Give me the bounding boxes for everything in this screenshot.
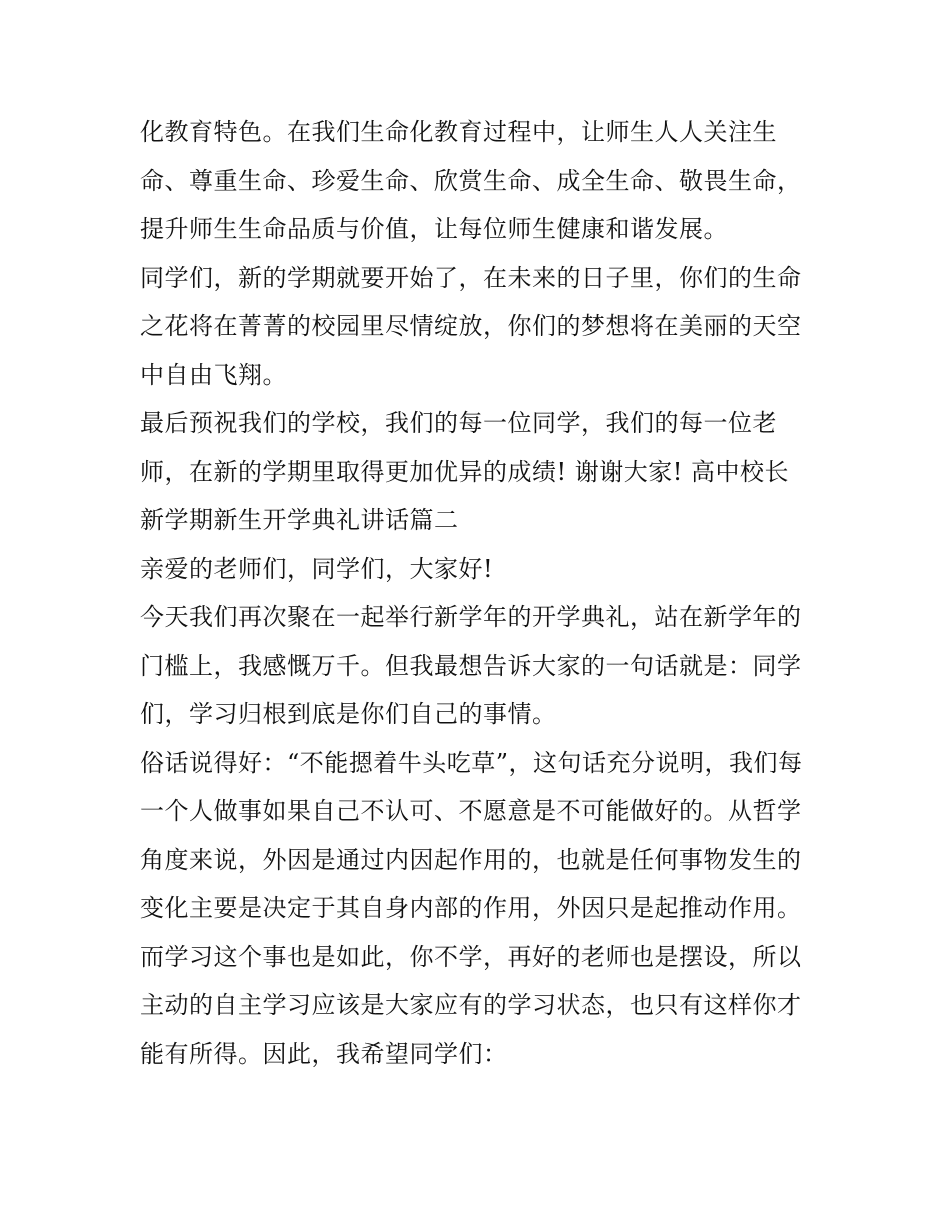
text-line: 中自由飞翔。 <box>140 360 287 389</box>
text-line: 而学习这个事也是如此，你不学，再好的老师也是摆设，所以 <box>140 942 802 971</box>
text-line: 能有所得。因此，我希望同学们： <box>140 1039 508 1068</box>
text-line: 命、尊重生命、珍爱生命、欣赏生命、成全生命、敬畏生命， <box>140 166 802 195</box>
text-line: 角度来说，外因是通过内因起作用的，也就是任何事物发生的 <box>140 845 802 874</box>
text-line: 门槛上，我感慨万千。但我最想告诉大家的一句话就是：同学 <box>140 651 802 680</box>
text-line: 师，在新的学期里取得更加优异的成绩! 谢谢大家! 高中校长 <box>140 457 790 486</box>
text-line: 同学们，新的学期就要开始了，在未来的日子里，你们的生命 <box>140 263 802 292</box>
text-line: 们，学习归根到底是你们自己的事情。 <box>140 700 557 728</box>
text-line: 今天我们再次聚在一起举行新学年的开学典礼，站在新学年的 <box>140 603 802 631</box>
text-line: 化教育特色。在我们生命化教育过程中，让师生人人关注生 <box>140 118 777 146</box>
text-line: 最后预祝我们的学校，我们的每一位同学，我们的每一位老 <box>140 409 777 437</box>
text-line: 俗话说得好：“不能摁着牛头吃草”，这句话充分说明，我们每 <box>140 748 803 777</box>
text-line: 一个人做事如果自己不认可、不愿意是不可能做好的。从哲学 <box>140 797 802 825</box>
document-body <box>140 108 820 1078</box>
section-heading: 新学期新生开学典礼讲话篇二 <box>140 506 459 534</box>
text-line: 提升师生生命品质与价值，让每位师生健康和谐发展。 <box>140 215 728 243</box>
greeting-line: 亲爱的老师们，同学们，大家好! <box>140 554 494 583</box>
text-line: 变化主要是决定于其自身内部的作用，外因只是起推动作用。 <box>140 894 802 922</box>
text-line: 之花将在菁菁的校园里尽情绽放，你们的梦想将在美丽的天空 <box>140 312 802 340</box>
text-line: 主动的自主学习应该是大家应有的学习状态，也只有这样你才 <box>140 991 802 1019</box>
